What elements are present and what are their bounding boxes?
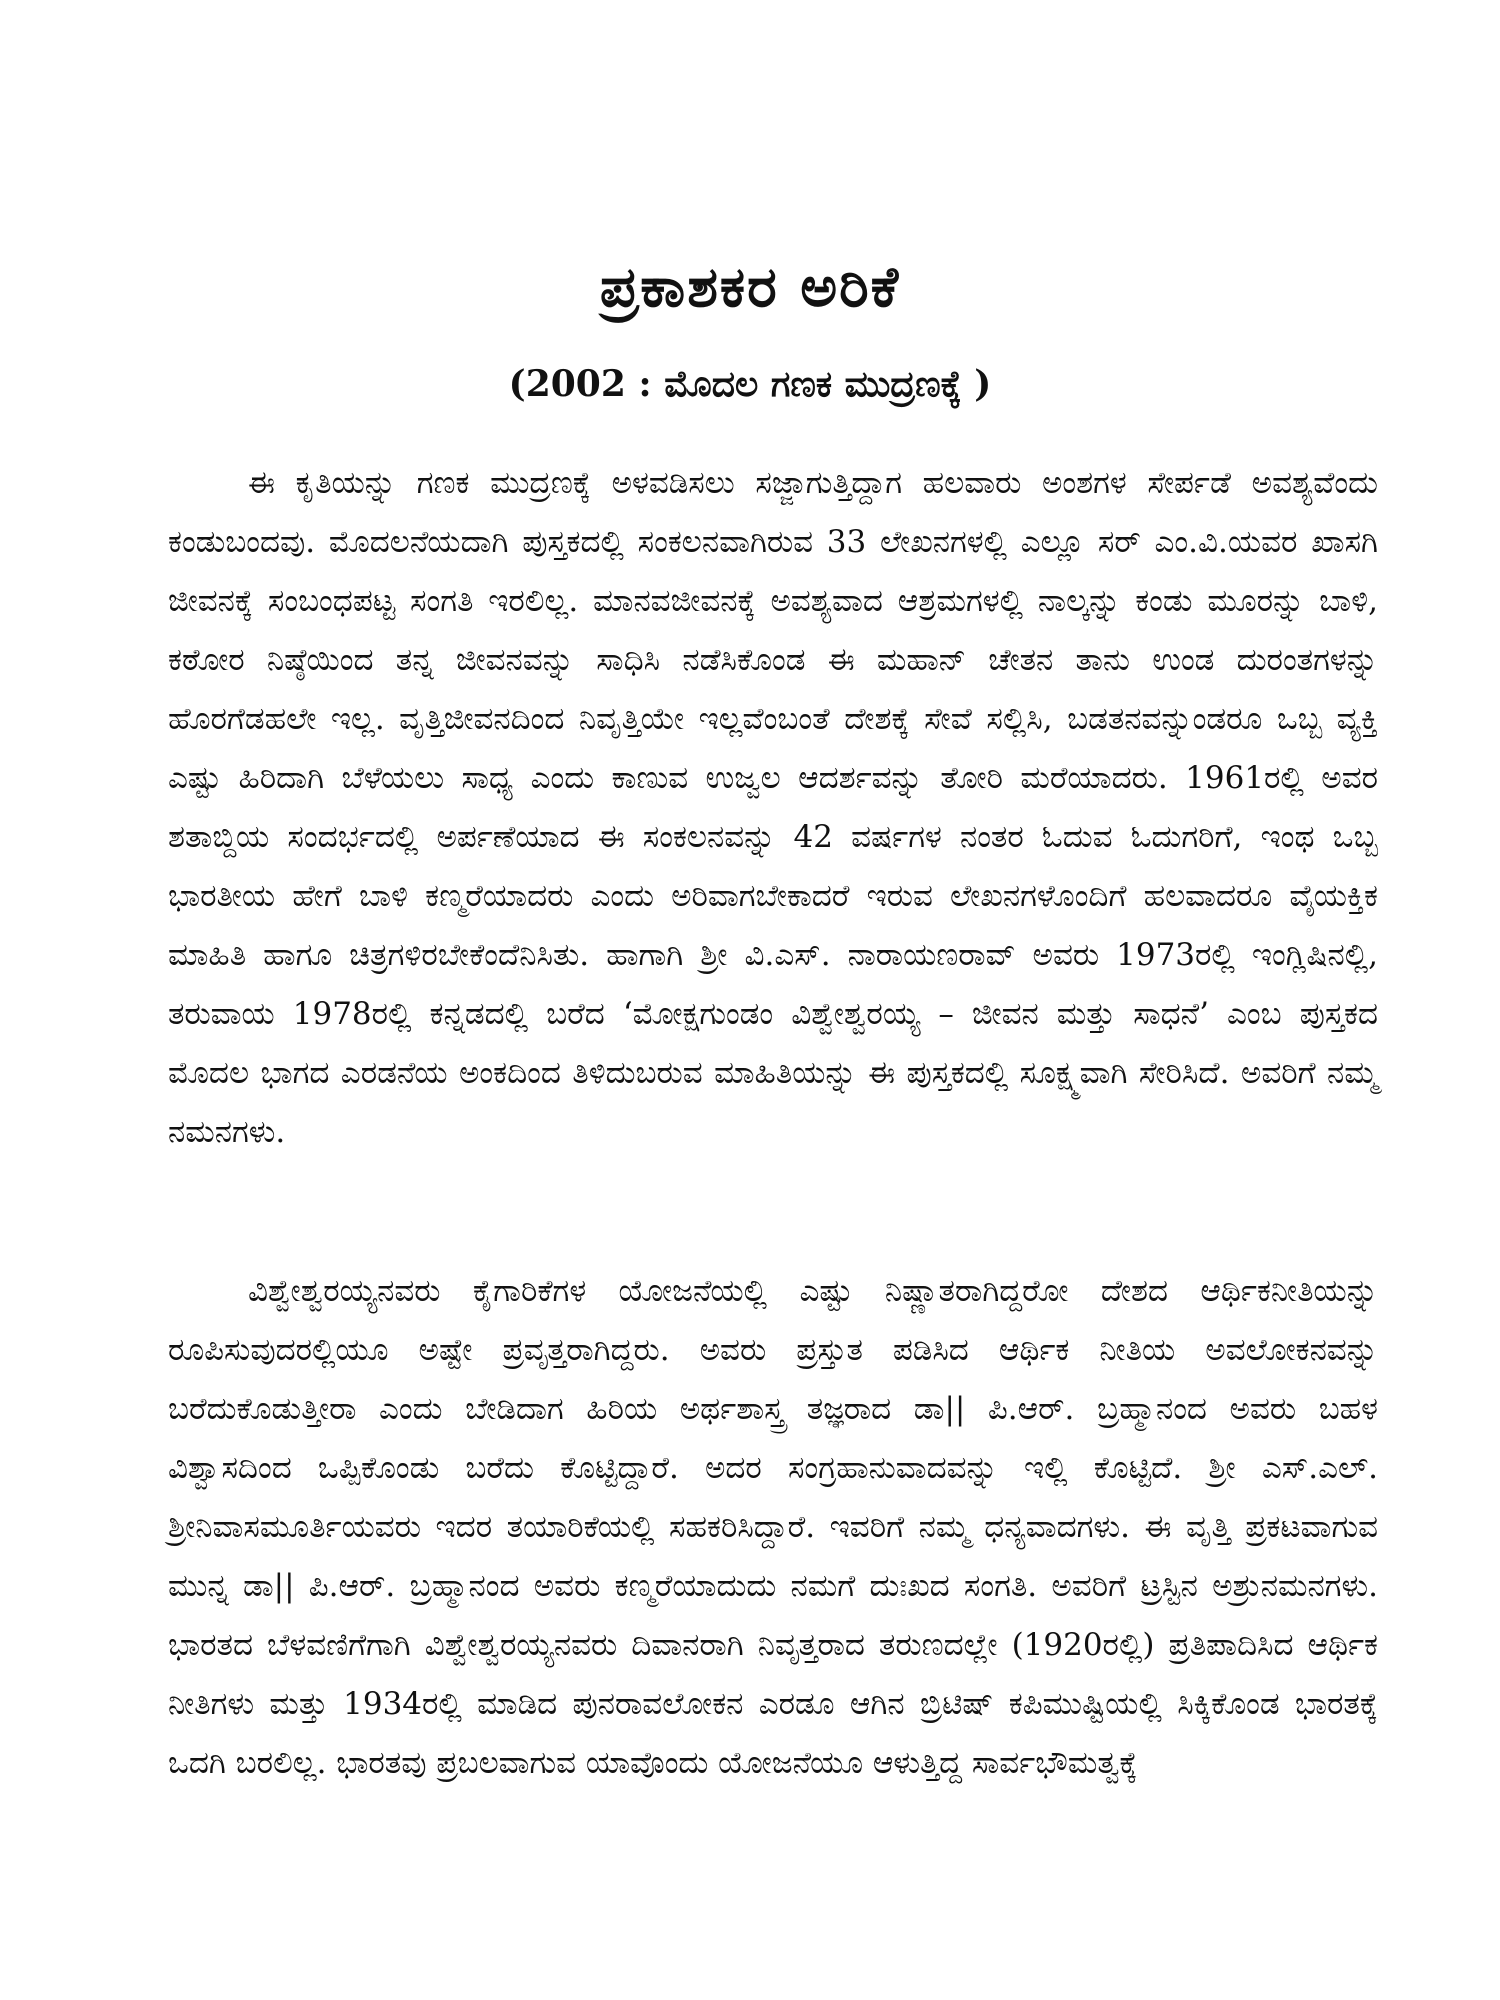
paragraph-1: ಈ ಕೃತಿಯನ್ನು ಗಣಕ ಮುದ್ರಣಕ್ಕೆ ಅಳವಡಿಸಲು ಸಜ್ಜಾಗುತ್ತಿದ್ದಾಗ ಹಲವಾರು ಅಂಶಗಳ ಸೇರ್ಪಡೆ ಅವಶ್ಯವೆಂದು ಕಂಡುಬಂದವು. ಮೊದಲನೆಯದಾಗಿ ಪುಸ್ತಕದಲ್ಲಿ ಸಂಕಲನವಾಗಿರುವ 33 ಲೇಖನಗಳಲ್ಲಿ ಎಲ್ಲೂ ಸರ್ ಎಂ.ವಿ.ಯವರ ಖಾಸಗಿ ಜೀವನಕ್ಕೆ ಸಂಬಂಧಪಟ್ಟ ಸಂಗತಿ ಇರಲಿಲ್ಲ. ಮಾನವಜೀವನಕ್ಕೆ ಅವಶ್ಯವಾದ ಆಶ್ರಮಗಳಲ್ಲಿ ನಾಲ್ಕನ್ನು ಕಂಡು ಮೂರನ್ನು ಬಾಳಿ, ಕಠೋರ ನಿಷ್ಠೆಯಿಂದ ತನ್ನ ಜೀವನವನ್ನು ಸಾಧಿಸಿ ನಡೆಸಿಕೊಂಡ ಈ ಮಹಾನ್ ಚೇತನ ತಾನು ಉಂಡ ದುರಂತಗಳನ್ನು ಹೊರಗೆಡಹಲೇ ಇಲ್ಲ. ವೃತ್ತಿಜೀವನದಿಂದ ನಿವೃತ್ತಿಯೇ ಇಲ್ಲವೆಂಬಂತೆ ದೇಶಕ್ಕೆ ಸೇವೆ ಸಲ್ಲಿಸಿ, ಬಡತನವನ್ನುಂಡರೂ ಒಬ್ಬ ವ್ಯಕ್ತಿ ಎಷ್ಟು ಹಿರಿದಾಗಿ ಬೆಳೆಯಲು ಸಾಧ್ಯ ಎಂದು ಕಾಣುವ ಉಜ್ವಲ ಆದರ್ಶವನ್ನು ತೋರಿ ಮರೆಯಾದರು. 1961ರಲ್ಲಿ ಅವರ ಶತಾಬ್ದಿಯ ಸಂದರ್ಭದಲ್ಲಿ ಅರ್ಪಣೆಯಾದ ಈ ಸಂಕಲನವನ್ನು 42 ವರ್ಷಗಳ ನಂತರ ಓದುವ ಓದುಗರಿಗೆ, ಇಂಥ ಒಬ್ಬ ಭಾರತೀಯ ಹೇಗೆ ಬಾಳಿ ಕಣ್ಮರೆಯಾದರು ಎಂದು ಅರಿವಾಗಬೇಕಾದರೆ ಇರುವ ಲೇಖನಗಳೊಂದಿಗೆ ಹಲವಾದರೂ ವೈಯಕ್ತಿಕ ಮಾಹಿತಿ ಹಾಗೂ ಚಿತ್ರಗಳಿರಬೇಕೆಂದೆನಿಸಿತು. ಹಾಗಾಗಿ ಶ್ರೀ ವಿ.ಎಸ್. ನಾರಾಯಣರಾವ್ ಅವರು 1973ರಲ್ಲಿ ಇಂಗ್ಲಿಷಿನಲ್ಲಿ, ತರುವಾಯ 1978ರಲ್ಲಿ ಕನ್ನಡದಲ್ಲಿ ಬರೆದ ‘ಮೋಕ್ಷಗುಂಡಂ ವಿಶ್ವೇಶ್ವರಯ್ಯ – ಜೀವನ ಮತ್ತು ಸಾಧನೆ’ ಎಂಬ ಪುಸ್ತಕದ ಮೊದಲ ಭಾಗದ ಎರಡನೆಯ ಅಂಕದಿಂದ ತಿಳಿದುಬರುವ ಮಾಹಿತಿಯನ್ನು ಈ ಪುಸ್ತಕದಲ್ಲಿ ಸೂಕ್ಷ್ಮವಾಗಿ ಸೇರಿಸಿದೆ. ಅವರಿಗೆ ನಮ್ಮ ನಮನಗಳು. xyxy=(168,465,1378,1150)
page-title: ಪ್ರಕಾಶಕರ ಅರಿಕೆ xyxy=(599,255,901,320)
paragraph-2: ವಿಶ್ವೇಶ್ವರಯ್ಯನವರು ಕೈಗಾರಿಕೆಗಳ ಯೋಜನೆಯಲ್ಲಿ ಎಷ್ಟು ನಿಷ್ಣಾತರಾಗಿದ್ದರೋ ದೇಶದ ಆರ್ಥಿಕನೀತಿಯನ್ನು ರೂಪಿಸುವುದರಲ್ಲಿಯೂ ಅಷ್ಟೇ ಪ್ರವೃತ್ತರಾಗಿದ್ದರು. ಅವರು ಪ್ರಸ್ತುತ ಪಡಿಸಿದ ಆರ್ಥಿಕ ನೀತಿಯ ಅವಲೋಕನವನ್ನು ಬರೆದುಕೊಡುತ್ತೀರಾ ಎಂದು ಬೇಡಿದಾಗ ಹಿರಿಯ ಅರ್ಥಶಾಸ್ತ್ರ ತಜ್ಞರಾದ ಡಾ|| ಪಿ.ಆರ್. ಬ್ರಹ್ಮಾನಂದ ಅವರು ಬಹಳ ವಿಶ್ವಾಸದಿಂದ ಒಪ್ಪಿಕೊಂಡು ಬರೆದು ಕೊಟ್ಟಿದ್ದಾರೆ. ಅದರ ಸಂಗ್ರಹಾನುವಾದವನ್ನು ಇಲ್ಲಿ ಕೊಟ್ಟಿದೆ. ಶ್ರೀ ಎಸ್.ಎಲ್. ಶ್ರೀನಿವಾಸಮೂರ್ತಿಯವರು ಇದರ ತಯಾರಿಕೆಯಲ್ಲಿ ಸಹಕರಿಸಿದ್ದಾರೆ. ಇವರಿಗೆ ನಮ್ಮ ಧನ್ಯವಾದಗಳು. ಈ ವೃತ್ತಿ ಪ್ರಕಟವಾಗುವ ಮುನ್ನ ಡಾ|| ಪಿ.ಆರ್. ಬ್ರಹ್ಮಾನಂದ ಅವರು ಕಣ್ಮರೆಯಾದುದು ನಮಗೆ ದುಃಖದ ಸಂಗತಿ. ಅವರಿಗೆ ಟ್ರಸ್ಟಿನ ಅಶ್ರುನಮನಗಳು. ಭಾರತದ ಬೆಳವಣಿಗೆಗಾಗಿ ವಿಶ್ವೇಶ್ವರಯ್ಯನವರು ದಿವಾನರಾಗಿ ನಿವೃತ್ತರಾದ ತರುಣದಲ್ಲೇ (1920ರಲ್ಲಿ) ಪ್ರತಿಪಾದಿಸಿದ ಆರ್ಥಿಕ ನೀತಿಗಳು ಮತ್ತು 1934ರಲ್ಲಿ ಮಾಡಿದ ಪುನರಾವಲೋಕನ ಎರಡೂ ಆಗಿನ ಬ್ರಿಟಿಷ್ ಕಪಿಮುಷ್ಟಿಯಲ್ಲಿ ಸಿಕ್ಕಿಕೊಂಡ ಭಾರತಕ್ಕೆ ಒದಗಿ ಬರಲಿಲ್ಲ. ಭಾರತವು ಪ್ರಬಲವಾಗುವ ಯಾವೊಂದು ಯೋಜನೆಯೂ ಆಳುತ್ತಿದ್ದ ಸಾರ್ವಭೌಮತ್ವಕ್ಕೆ xyxy=(168,1273,1378,1781)
page-subtitle: (2002 : ಮೊದಲ ಗಣಕ ಮುದ್ರಣಕ್ಕೆ ) xyxy=(508,363,992,405)
